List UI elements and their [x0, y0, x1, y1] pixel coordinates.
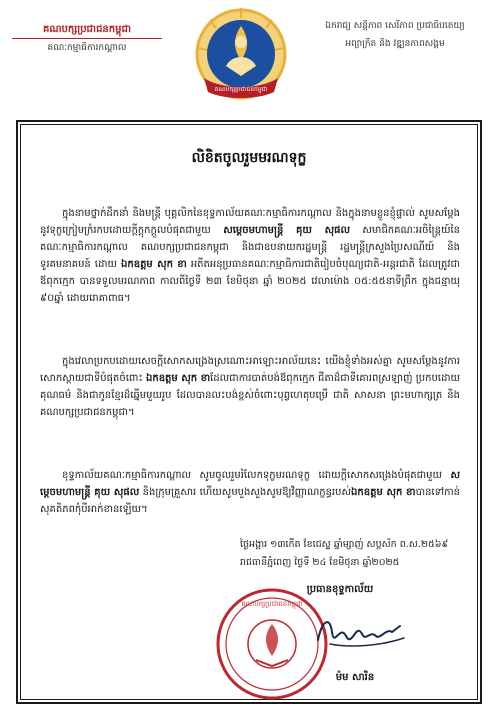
paragraph-text: ក្នុងវេលាប្រកបដោយសេចក្តីសោកសង្រេងស្រណោះអាឡោះអាល័យនេះ យើងខ្ញុំទាំងអស់គ្នា សូមសម្តែងនូវការសោកស្តាយជាទីបំផុតចំពោះ	[40, 356, 460, 384]
header-divider	[12, 38, 162, 39]
paragraph-text: ខុទ្ទកាល័យគណៈកម្មាធិការកណ្តាល សូមចូលរួមរំលែកទុក្ខមរណទុក្ខ ដោយក្តីសោកសង្រេងបំផុតជាមួយ	[62, 470, 443, 481]
deceased-name: ឯកឧត្តម សុក ខា	[121, 259, 187, 270]
party-committee: គណៈកម្មាធិការកណ្តាល	[47, 43, 127, 53]
signer-name: ម៉ម សារិន	[335, 672, 375, 683]
national-motto-line2: អព្យាក្រឹត និង វឌ្ឍនភាពសង្គម	[345, 39, 445, 49]
paragraph-text: ដែលជាការបាត់បង់ឪពុកក្មេក ជីតាដ៏ជាទីគោរពស្រឡាញ់ ប្រកបដោយគុណធម៌ និងជាកូនខ្មែរដ៏ឆ្នើមមួយរូប ដែលបានលះបង់ខ្ពស់ចំពោះបុព្វហេតុបម្រើ ជាតិ សាសនា ព្រះមហាក្សត្រ និងគណបក្សប្រជាជនកម្ពុជា។	[40, 373, 460, 418]
deceased-name: ឯកឧត្តម សុក ខា	[146, 373, 211, 384]
honoree-name: សម្តេចមហាមន្ត្រី គុយ សុផល	[223, 225, 350, 236]
party-emblem-icon	[182, 4, 300, 110]
condolence-paragraph-3	[40, 467, 460, 519]
handwritten-signature	[300, 602, 420, 662]
page-title: លិខិតចូលរួមមរណទុក្ខ	[191, 150, 307, 166]
paragraph-text: និងក្រុមគ្រួសារ ហើយសូមបួងសួងសូមឱ្យវិញ្ញាណក្ខន្ធរបស់	[142, 487, 352, 498]
signatory-title: ប្រធានខុទ្ទកាល័យ	[306, 584, 374, 595]
condolence-paragraph-1	[40, 205, 460, 341]
stamp-text: គណបក្សប្រជាជនកម្ពុជា	[241, 600, 303, 608]
deceased-name: ឯកឧត្តម សុក ខា	[351, 487, 416, 498]
honoree-name: សម្តេចមហាមន្ត្រី គុយ សុផល	[40, 470, 460, 498]
issue-date-place: រាជធានីភ្នំពេញ ថ្ងៃទី ២៤ ខែមិថុនា ឆ្នាំ២០២៥	[240, 557, 400, 568]
party-name: គណបក្សប្រជាជនកម្ពុជា	[43, 24, 131, 35]
paragraph-text: សមាជិកគណៈអចិន្ត្រៃយ៍នៃគណៈកម្មាធិការកណ្តាល គណបក្សប្រជាជនកម្ពុជា និងជាឧបនាយករដ្ឋមន្ត្រី រដ្ឋមន្ត្រីក្រសួងប្រៃសណីយ៍ និងទូរគមនាគមន៍ ដោយ	[40, 225, 460, 270]
national-motto-line1: ឯករាជ្យ សន្តិភាព សេរីភាព ប្រជាធិបតេយ្យ	[325, 21, 465, 31]
emblem-banner-text: គណបក្សប្រជាជនកម្ពុជា	[214, 86, 268, 93]
lunar-date: ថ្ងៃអង្គារ ១៣កើត ខែជេស្ឋ ឆ្នាំម្សាញ់ សប្តស័ក ព.ស.២៥៦៩	[240, 539, 449, 550]
condolence-paragraph-2	[40, 353, 460, 455]
paragraph-text: ក្នុងនាមថ្នាក់ដឹកនាំ និងមន្ត្រី បុគ្គលិកនៃខុទ្ទកាល័យគណៈកម្មាធិការកណ្តាល និងក្នុងនាមខ្លួនខ្ញុំផ្ទាល់ សូមសម្តែងនូវទុក្ខក្រៀមក្រំរកបដោយក្តីក្តុកក្តួលបំផុតជាមួយ	[40, 208, 460, 236]
paragraph-text: បានទៅកាន់សុគតិភពកុំបីអាក់ខានឡើយ។	[40, 487, 460, 515]
paragraph-text: អតីតអនុប្រធានគណៈកម្មាធិការជាតិរៀបចំបុណ្យជាតិ-អន្តរជាតិ ដែលត្រូវជាឪពុកក្មេក បានទទួលមរណភាព កាលពីថ្ងៃទី ២៣ ខែមិថុនា ឆ្នាំ ២០២៥ វេលាម៉ោង ០៥:៥៥នាទីព្រឹក ក្នុងជន្មាយុ ៩០ឆ្នាំ ដោយរោគាពាធ។	[40, 259, 460, 304]
